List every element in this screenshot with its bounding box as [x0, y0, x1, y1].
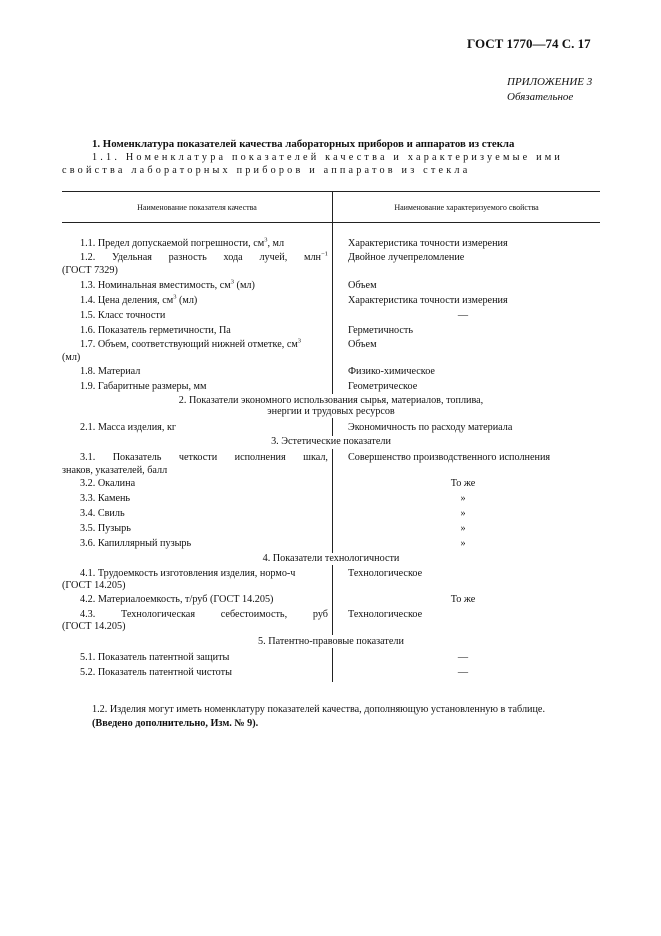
table-top-rule	[62, 191, 600, 192]
table-row-4-2-property: То же	[450, 594, 476, 605]
table-row-3-6-property: »	[460, 538, 466, 549]
column-header-property: Наименование характеризуемого свойства	[394, 203, 539, 212]
appendix-label: ПРИЛОЖЕНИЕ 3	[507, 76, 593, 88]
table-row-5-1-property: —	[457, 652, 469, 663]
table-column-divider-2	[332, 418, 333, 436]
table-row-3-4-indicator: 3.4. Свиль	[80, 508, 125, 519]
table-row-5-2-property: —	[457, 667, 469, 678]
table-row-3-3-indicator: 3.3. Камень	[80, 493, 131, 504]
table-row-1-2-property: Двойное лучепреломление	[348, 252, 465, 263]
group-4-title: 4. Показатели технологичности	[262, 553, 400, 564]
table-row-3-2-indicator: 3.2. Окалина	[80, 478, 136, 489]
table-row-1-8-indicator: 1.8. Материал	[80, 366, 141, 377]
table-row-3-1-indicator: 3.1. Показатель четкости исполнения шкал,	[80, 452, 328, 463]
table-row-4-1-property: Технологическое	[348, 568, 423, 579]
table-row-4-3-indicator: 4.3. Технологическая себестоимость, руб	[80, 609, 328, 620]
document-reference: ГОСТ 1770—74 С. 17	[467, 36, 591, 51]
table-column-divider-1	[332, 191, 333, 394]
section-title: 1. Номенклатура показателей качества лабораторных приборов и аппаратов из стекла	[92, 138, 515, 150]
table-row-1-7-indicator-cont: (мл)	[62, 352, 81, 363]
table-row-1-5-property: —	[457, 310, 469, 321]
table-row-3-4-property: »	[460, 508, 466, 519]
table-row-5-1-indicator: 5.1. Показатель патентной защиты	[80, 652, 230, 663]
table-row-1-9-indicator: 1.9. Габаритные размеры, мм	[80, 381, 207, 392]
column-header-indicator: Наименование показателя качества	[137, 203, 257, 212]
table-row-1-4-property: Характеристика точности измерения	[348, 295, 508, 306]
group-2-title-line2: энергии и трудовых ресурсов	[267, 406, 395, 417]
table-row-1-4-indicator: 1.4. Цена деления, $см^3$ (мл)	[80, 293, 198, 306]
table-row-4-3-property: Технологическое	[348, 609, 423, 620]
table-row-1-7-indicator: 1.7. Объем, соответствующий нижней отметке, $см^3$	[80, 337, 302, 350]
table-row-1-1-indicator: 1.1. Предел допускаемой погрешности, $см^3$, мл	[80, 236, 285, 249]
footnote-text: 1.2. Изделия могут иметь номенклатуру показателей качества, дополняющую установленную в таблице.	[92, 704, 545, 715]
table-caption-line1: 1.1. Номенклатура показателей качества и характеризуемые ими	[92, 152, 564, 163]
table-row-3-1-indicator-cont: знаков, указателей, балл	[62, 465, 168, 476]
table-row-3-2-property: То же	[450, 478, 476, 489]
table-row-3-5-property: »	[460, 523, 466, 534]
table-row-3-6-indicator: 3.6. Капиллярный пузырь	[80, 538, 192, 549]
table-caption-line2: свойства лабораторных приборов и аппаратов из стекла	[62, 165, 471, 176]
table-row-1-9-property: Геометрическое	[348, 381, 418, 392]
table-row-1-3-property: Объем	[348, 280, 377, 291]
group-3-title: 3. Эстетические показатели	[271, 436, 391, 447]
table-row-1-5-indicator: 1.5. Класс точности	[80, 310, 166, 321]
table-row-3-3-property: »	[460, 493, 466, 504]
table-column-divider-3	[332, 449, 333, 553]
table-row-1-3-indicator: 1.3. Номинальная вместимость, $см^3$ (мл)	[80, 278, 255, 291]
table-row-4-2-indicator: 4.2. Материалоемкость, т/руб (ГОСТ 14.205)	[80, 594, 274, 605]
footnote-amendment: (Введено дополнительно, Изм. № 9).	[92, 718, 259, 729]
table-row-4-1-indicator: 4.1. Трудоемкость изготовления изделия, нормо-ч	[80, 568, 296, 579]
table-row-3-1-property: Совершенство производственного исполнения	[348, 452, 551, 463]
group-2-title-line1: 2. Показатели экономного использования сырья, материалов, топлива,	[178, 395, 484, 406]
table-row-2-1-indicator: 2.1. Масса изделия, кг	[80, 422, 177, 433]
table-row-1-6-indicator: 1.6. Показатель герметичности, Па	[80, 325, 231, 336]
table-row-4-3-indicator-cont: (ГОСТ 14.205)	[62, 621, 126, 632]
table-column-divider-4	[332, 565, 333, 635]
table-row-1-1-property: Характеристика точности измерения	[348, 238, 508, 249]
table-row-3-5-indicator: 3.5. Пузырь	[80, 523, 131, 534]
table-row-1-8-property: Физико-химическое	[348, 366, 435, 377]
table-row-1-6-property: Герметичность	[348, 325, 413, 336]
table-row-1-2-indicator: 1.2. Удельная разность хода лучей, млн$^{-1}$	[80, 250, 328, 263]
table-row-4-1-indicator-cont: (ГОСТ 14.205)	[62, 580, 126, 591]
table-column-divider-5	[332, 648, 333, 682]
appendix-status: Обязательное	[507, 91, 574, 103]
table-header-rule	[62, 222, 600, 223]
group-5-title: 5. Патентно-правовые показатели	[258, 636, 404, 647]
table-row-1-7-property: Объем	[348, 339, 377, 350]
table-row-1-2-indicator-cont: (ГОСТ 7329)	[62, 265, 118, 276]
table-row-2-1-property: Экономичность по расходу материала	[348, 422, 513, 433]
table-row-5-2-indicator: 5.2. Показатель патентной чистоты	[80, 667, 232, 678]
